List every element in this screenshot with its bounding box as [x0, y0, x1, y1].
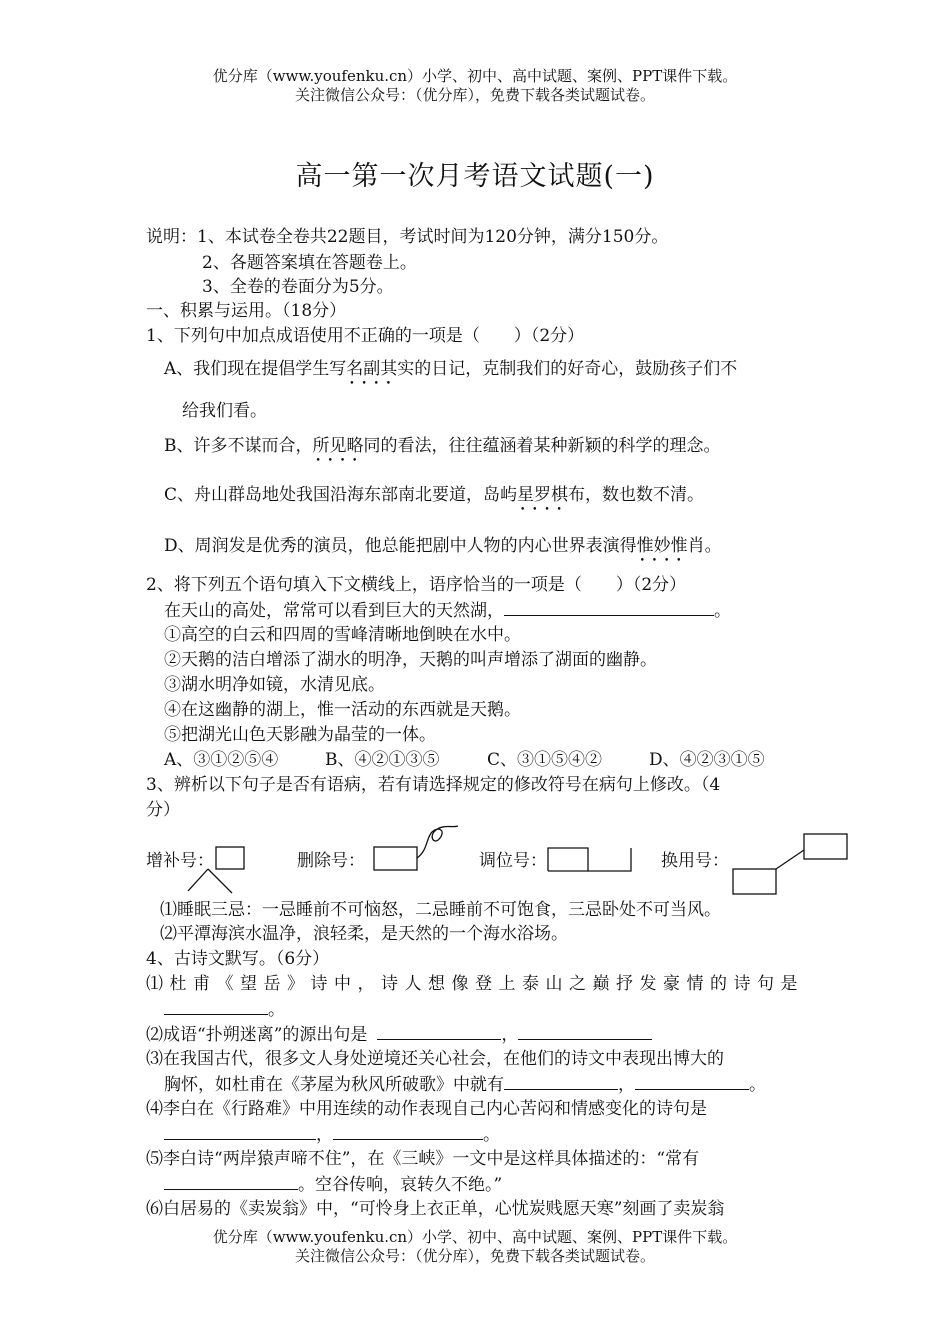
- option-d-text-pre: D、周润发是优秀的演员，他总能把剧中人物的内心世界表演得: [164, 536, 637, 556]
- item-5-text: 。空谷传响，哀转久不绝。”: [298, 1175, 503, 1195]
- item-3-text: 胸怀，如杜甫在《茅屋为秋风所破歌》中就有: [164, 1075, 504, 1095]
- page-title: 高一第一次月考语文试题(一): [295, 161, 655, 192]
- answer-blank: [635, 1073, 749, 1090]
- symbol-replace-label: 换用号：: [661, 851, 729, 871]
- answer-blank: [164, 998, 268, 1015]
- item-2-sep: ，: [501, 1025, 519, 1045]
- question-4-item-5: ⑸李白诗“两岸猿声啼不住”，在《三峡》一文中是这样具体描述的：“常有: [146, 1149, 700, 1169]
- question-3-sentence-1: ⑴睡眠三忌：一忌睡前不可恼怒，二忌睡前不可饱食，三忌卧处不可当风。: [160, 900, 721, 920]
- context-text: 在天山的高处，常常可以看到巨大的天然湖，: [164, 601, 504, 621]
- page-header-line1: 优分库（www.youfenku.cn）小学、初中、高中试题、案例、PPT课件下载。: [212, 67, 738, 85]
- instruction-line2: 2、各题答案填在答题卷上。: [202, 253, 417, 273]
- question-2-option-a: A、③①②⑤④: [164, 750, 279, 770]
- page-footer-line1: 优分库（www.youfenku.cn）小学、初中、高中试题、案例、PPT课件下载。: [212, 1228, 738, 1246]
- instruction-line3: 3、全卷的卷面分为5分。: [202, 277, 394, 297]
- question-4-item-3-cont: [164, 1073, 766, 1096]
- option-b-text-post: 的看法，往往蕴涵着某种新颖的科学的理念。: [380, 436, 721, 456]
- answer-blank: [377, 1023, 501, 1040]
- option-a-text-pre: A、我们现在提倡学生写: [164, 359, 347, 379]
- option-c-text-pre: C、舟山群岛地处我国沿海东部南北要道，岛屿: [164, 485, 518, 505]
- question-4-item-1: ⑴杜甫《望岳》诗中，诗人想像登上泰山之巅抒发豪情的诗句是: [146, 974, 804, 994]
- option-d-emphasized-idiom: 惟妙惟肖 • • • •: [637, 536, 705, 556]
- item-3-sep: ，: [618, 1075, 635, 1095]
- question-2-item-2: ②天鹅的洁白增添了湖水的明净，天鹅的叫声增添了湖面的幽静。: [164, 650, 657, 670]
- question-2-item-3: ③湖水明净如镜，水清见底。: [164, 675, 385, 695]
- replace-symbol-box-low: [733, 869, 776, 894]
- page-footer-line2: 关注微信公众号：（优分库），免费下载各类试题试卷。: [294, 1247, 655, 1265]
- page-header-line2: 关注微信公众号：（优分库），免费下载各类试题试卷。: [294, 86, 655, 104]
- question-1-option-a-cont: 给我们看。: [182, 401, 267, 421]
- question-2-item-1: ①高空的白云和四周的雪峰清晰地倒映在水中。: [164, 625, 521, 645]
- answer-blank: [164, 1173, 298, 1190]
- item-4-end: 。: [483, 1125, 500, 1145]
- item-3-end: 。: [749, 1075, 766, 1095]
- question-3-sentence-2: ⑵平潭海滨水温净，浪轻柔，是天然的一个海水浴场。: [160, 924, 568, 944]
- option-b-emphasized-idiom: 所见略同 • • • •: [313, 436, 381, 456]
- context-end: 。: [714, 601, 731, 621]
- option-d-text-post: 。: [704, 536, 722, 556]
- item-4-sep: ，: [316, 1125, 333, 1145]
- item-1-end: 。: [268, 1000, 285, 1020]
- question-4-item-1-answer: [164, 998, 285, 1021]
- question-1-stem: 1、下列句中加点成语使用不正确的一项是（ ）（2分）: [146, 326, 585, 346]
- answer-blank: [333, 1123, 483, 1140]
- item-2-text: ⑵成语“扑朔迷离”的源出句是: [146, 1025, 368, 1045]
- question-2-item-4: ④在这幽静的湖上，惟一活动的东西就是天鹅。: [164, 700, 521, 720]
- question-2-option-b: B、④②①③⑤: [325, 750, 440, 770]
- question-4-item-3: ⑶在我国古代，很多文人身处逆境还关心社会，在他们的诗文中表现出博大的: [146, 1049, 724, 1069]
- replace-symbol-connector: [776, 850, 804, 869]
- delete-symbol-box: [374, 847, 417, 870]
- question-2-option-d: D、④②③①⑤: [649, 750, 765, 770]
- option-b-text-pre: B、许多不谋而合，: [164, 436, 313, 456]
- question-4-item-2: [146, 1023, 652, 1046]
- answer-blank: [164, 1123, 316, 1140]
- answer-blank: [518, 1023, 652, 1040]
- transpose-symbol: [548, 848, 631, 871]
- question-4-stem: 4、古诗文默写。（6分）: [146, 949, 330, 969]
- question-4-item-5-cont: [164, 1173, 502, 1196]
- option-a-emphasized-idiom: 名副其实 • • • •: [346, 359, 414, 379]
- insert-symbol-caret: [188, 869, 232, 893]
- symbol-transpose-label: 调位号：: [479, 851, 547, 871]
- question-3-stem-cont: 分）: [146, 800, 180, 820]
- option-c-text-post: ，数也数不清。: [585, 485, 705, 505]
- option-a-text-post: 的日记，克制我们的好奇心，鼓励孩子们不: [414, 359, 738, 379]
- replace-symbol-box-high: [804, 834, 847, 859]
- option-c-emphasized-idiom: 星罗棋布 • • • •: [517, 485, 585, 505]
- question-4-item-6: ⑹白居易的《卖炭翁》中，“可怜身上衣正单，心忧炭贱愿天寒”刻画了卖炭翁: [146, 1199, 725, 1219]
- insert-symbol-box: [216, 847, 244, 869]
- section-heading-1: 一、积累与运用。（18分）: [146, 301, 347, 321]
- symbol-insert-label: 增补号：: [146, 851, 214, 871]
- question-2-item-5: ⑤把湖光山色天影融为晶莹的一体。: [164, 725, 436, 745]
- answer-blank: [504, 1073, 618, 1090]
- question-3-stem: 3、辨析以下句子是否有语病，若有请选择规定的修改符号在病句上修改。（4: [146, 775, 721, 795]
- question-2-option-c: C、③①⑤④②: [487, 750, 603, 770]
- question-4-item-4-answer: [164, 1123, 500, 1146]
- question-4-item-4: ⑷李白在《行路难》中用连续的动作表现自己内心苦闷和情感变化的诗句是: [146, 1099, 707, 1119]
- instruction-line1: 说明：1、本试卷全卷共22题目，考试时间为120分钟，满分150分。: [146, 227, 669, 247]
- symbol-delete-label: 删除号：: [297, 851, 365, 871]
- question-2-stem: 2、将下列五个语句填入下文横线上，语序恰当的一项是（ ）（2分）: [146, 575, 687, 595]
- delete-symbol-curl: [417, 826, 458, 858]
